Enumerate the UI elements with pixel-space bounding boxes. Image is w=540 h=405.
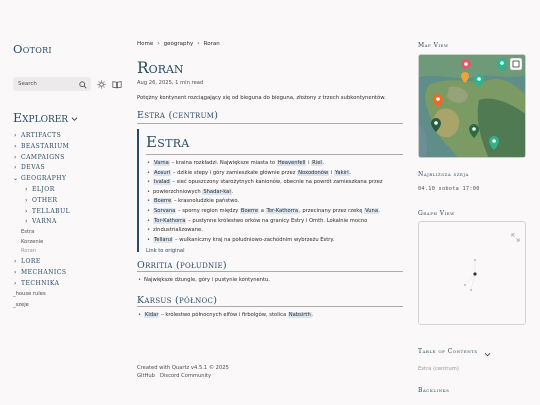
folder-label: VARNA [32,218,57,226]
search-icon [79,74,87,93]
callout-estra [137,129,403,255]
list-item [137,311,403,321]
internal-link[interactable]: Ivalad [154,179,170,186]
internal-link[interactable]: Varna [154,160,169,166]
folder-label: DEVAS [21,164,46,172]
folder-other[interactable] [24,196,125,207]
section-karsus-heading: Karsus (północ) [137,295,403,307]
internal-link[interactable]: Nabsirth [288,311,311,318]
next-session-title: Najbliższa szeja [418,171,469,178]
internal-link[interactable]: Boerre [154,198,172,205]
list-item [146,178,403,188]
toc-item[interactable]: Estra (centrum) [418,366,459,372]
folder-beastarium[interactable] [13,142,125,153]
footer [137,364,229,380]
internal-link[interactable]: Riel [312,160,322,166]
page-title: Roran [137,59,184,77]
page-meta: Aug 26, 2025, 1 min read [137,80,204,86]
chevron-right-icon: › [25,185,28,193]
list-item [146,207,403,217]
breadcrumb-separator-icon: › [157,40,160,47]
section-estra-heading: Estra (centrum) [137,110,403,124]
list-item [146,188,403,198]
internal-link[interactable]: Vuna [365,207,379,214]
internal-link[interactable]: Tor-Kathorra [154,217,186,224]
folder-lore[interactable] [13,257,125,268]
site-title[interactable]: Ootori [13,42,52,56]
estra-list [146,159,403,245]
search-placeholder: Search [18,80,37,87]
folder-mechanics[interactable] [13,268,125,279]
folder-label: ELJOR [32,185,55,193]
map-view[interactable] [418,54,526,158]
folder-geography[interactable] [13,174,125,185]
folder-technika[interactable] [13,279,125,290]
internal-link[interactable]: Heavenfell [277,160,306,166]
internal-link[interactable]: Boerre [240,207,259,214]
explorer-title: Explorer [13,110,69,125]
map-image [419,55,526,158]
search-button[interactable] [13,77,91,91]
chevron-right-icon: › [14,164,17,172]
list-text: – kraina rozkładzi. Największe miasta to [169,160,277,166]
file-estra[interactable]: Estra [21,229,35,236]
folder-label: BEASTARIUM [21,142,70,150]
list-text: – wulkaniczny kraj na południowo-zachodnim wybrzeżu Estry. [173,236,335,243]
map-marker-icon [461,59,471,69]
toc-title: Table of Contents [418,348,478,355]
list-text: . [231,188,234,195]
folder-label: GEOGRAPHY [21,175,67,183]
footer-link-github[interactable]: GitHub [137,373,155,379]
folder-label: LORE [21,257,41,265]
list-text: , przecinany przez rzekę [299,207,365,214]
list-text: – dzikie stepy i góry zamieszkałe głównie przez [171,169,298,176]
file-korzenie[interactable]: Korzenie [21,238,44,245]
geography-leaves [13,228,125,257]
folder-varna[interactable] [24,217,125,228]
folder-label: MECHANICS [21,268,67,276]
chevron-down-icon: ⌄ [13,175,19,183]
list-text: – sieć opuszczony starożytnych kanionów, obecnie na powrót zamieszkana przez [170,179,383,186]
folder-devas[interactable] [13,163,125,174]
list-item [146,169,403,179]
footer-links [137,372,229,380]
search-row [13,74,125,93]
orritia-list [137,276,403,286]
chevron-right-icon: › [25,218,28,226]
toc-toggle[interactable] [418,342,528,361]
internal-link[interactable]: Shadar-kai [203,188,231,195]
list-item: • Największe dżungle, góry i pustynie kontynentu. [137,276,403,286]
list-item [146,226,403,236]
file-szeje[interactable]: _szeje [13,302,29,309]
graph-title: Graph View [418,210,455,217]
list-text: zindustrializowane. [153,227,203,234]
folder-tellabul[interactable] [24,207,125,218]
folder-label: ARTIFACTS [21,132,62,139]
explorer-tree [13,131,125,311]
sun-icon[interactable] [97,74,106,93]
list-text: i [329,169,334,176]
internal-link[interactable]: Tor-Kathorra [266,207,299,214]
footer-created: Created with Quartz v4.5.1 © 2025 [137,365,229,371]
list-text: . [349,169,352,176]
section-orritia-heading: Orritia (południe) [137,260,403,272]
breadcrumb-current: Roran [203,40,220,47]
explorer-toggle[interactable] [13,110,125,125]
map-title: Map View [418,42,449,49]
list-text: – królestwo północnych elfów i firbolgów, stolica [159,311,288,318]
callout-title: Estra [146,133,403,155]
breadcrumb-geography[interactable]: geography [163,40,194,47]
internal-link[interactable]: Aosurl [154,169,171,176]
backlinks-title: Backlinks [418,387,450,394]
chevron-right-icon: › [14,142,17,150]
list-text: . [379,207,381,214]
breadcrumb-separator-icon: › [197,40,200,47]
folder-label: CAMPAIGNS [21,153,65,161]
list-text: . [311,311,314,318]
geography-children [13,185,125,228]
footer-link-discord[interactable]: Discord Community [159,373,212,379]
folder-eljor[interactable] [24,185,125,196]
list-text: a [259,207,266,214]
folder-campaigns[interactable] [13,153,125,164]
chevron-right-icon: › [25,207,28,215]
main-content [137,40,403,320]
breadcrumb-home[interactable]: Home [137,40,154,47]
internal-link[interactable]: Tellarul [154,236,173,243]
folder-label: TELLABUL [32,207,71,215]
page-intro: Potężny kontynent rozciągający się od bieguna do bieguna, złożony z trzech subkontynentów. [137,95,386,101]
chevron-down-icon [71,110,78,125]
link-to-original[interactable]: Link to original [146,248,185,255]
chevron-down-icon [484,342,491,361]
file-roran[interactable]: Roran [21,248,37,255]
internal-link[interactable]: Noxodonów [298,169,329,176]
folder-artifacts[interactable] [13,131,125,142]
list-text: i [306,160,312,166]
internal-link[interactable]: Kidar [145,311,159,318]
graph-view[interactable] [418,221,526,325]
right-sidebar [418,42,528,372]
list-text: . [322,160,325,166]
chevron-right-icon: › [14,279,17,287]
internal-link[interactable]: Yakiri [334,169,349,176]
list-text: – pustynne królestwo orków na granicy Estry i Omth. Lokalnie mocno [186,217,368,224]
list-item [146,197,403,207]
next-session-value: 04.10 sobota 17:00 [418,186,480,192]
chevron-right-icon: › [14,268,17,276]
list-text: – krasnoludzkie państwo. [172,198,240,205]
expand-icon[interactable] [511,227,520,246]
file-house-rules[interactable]: _house rules [13,291,46,298]
breadcrumb [137,40,403,47]
list-item [146,217,403,227]
internal-link[interactable]: Sorvana [154,207,176,214]
list-item [146,159,403,169]
left-sidebar [13,42,125,311]
list-item [146,236,403,246]
reader-mode-icon[interactable] [112,74,122,93]
chevron-right-icon: › [14,153,17,161]
karsus-list [137,311,403,321]
list-text: powierzchniowych [153,188,203,195]
folder-label: OTHER [32,196,58,204]
chevron-right-icon: › [25,196,28,204]
list-text: – sporny region między [176,207,240,214]
folder-label: TECHNIKA [21,279,60,287]
chevron-right-icon: › [14,132,17,139]
chevron-right-icon: › [14,257,17,265]
